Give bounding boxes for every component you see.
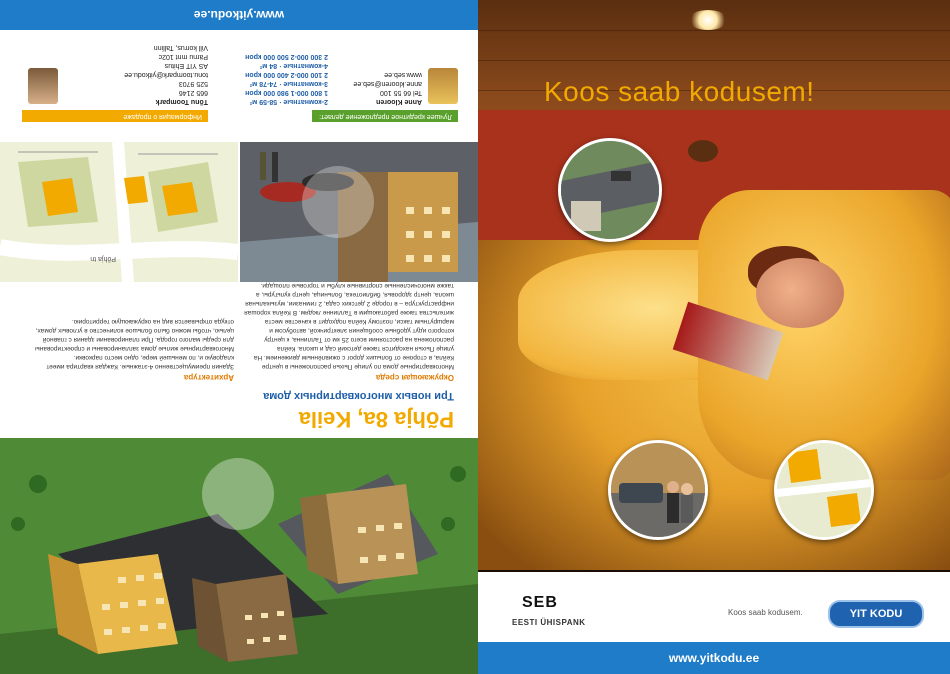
site-map <box>0 142 238 282</box>
street-illustration <box>240 142 478 282</box>
street-render <box>240 142 478 282</box>
text-column-left <box>244 281 454 386</box>
contact-company: AS YIT Ehitus <box>164 62 208 69</box>
price-row: 2-комнатные · 58-59 м² <box>249 98 328 105</box>
contact-phone: 525 9703 <box>178 80 208 87</box>
seb-bank-name: EESTI ÜHISPANK <box>512 618 586 627</box>
contact-web[interactable]: www.seb.ee <box>384 71 422 78</box>
contact-name: Anne Klooren <box>376 98 422 105</box>
inset-parking-photo <box>558 138 662 242</box>
price-row: 2 100 000-2 400 000 крон <box>245 71 328 78</box>
price-row: 4-комнатные · 84 м² <box>259 62 328 69</box>
seb-logo: SEB <box>522 594 558 611</box>
contact-address: Pärnu mnt 102c <box>158 53 208 60</box>
section-heading: Архитектура <box>183 373 234 382</box>
avatar <box>428 68 458 104</box>
headline: Koos saab kodusem! <box>544 76 815 107</box>
price-row: 2 300 000-2 500 000 крон <box>245 53 328 60</box>
yit-contact <box>124 43 208 106</box>
contact-phone: Tel 66 55 100 <box>379 89 422 96</box>
inset-couple-photo <box>608 440 708 540</box>
sleeper-face <box>756 258 844 328</box>
render-illustration <box>0 438 478 674</box>
price-row: 1 800 000-1 980 000 крон <box>245 89 328 96</box>
price-list <box>245 52 328 106</box>
contact-email[interactable]: tonu.toompark@yitkodu.ee <box>124 71 208 78</box>
project-title: Põhja 8a, Keila <box>298 407 454 432</box>
contact-name: Tõnu Toompark <box>155 98 208 105</box>
sales-info-band: Информация о продаже <box>22 110 208 122</box>
lamp-icon <box>688 10 728 30</box>
site-map-illustration <box>0 142 238 282</box>
footer-url[interactable]: www.yitkodu.ee <box>478 642 950 674</box>
tagline: Koos saab kodusem. <box>728 608 803 617</box>
logo-strip <box>478 572 950 642</box>
seb-contact <box>353 70 422 106</box>
avatar <box>28 68 58 104</box>
street-label: Põhja tn <box>90 255 116 262</box>
right-page <box>478 0 950 674</box>
contact-email[interactable]: anne.klooren@seb.ee <box>353 80 422 87</box>
contact-address: Vill korrus, Tallinn <box>153 44 208 51</box>
price-row: 3-комнатные · 74-78 м² <box>249 80 328 87</box>
section-heading: Окружающая среда <box>375 373 454 382</box>
section-body: Здания преимущественно 4-этажные. Каждая квартира имеет кладовую и, по меньшей мере, одно место парковки. Многоквартирные жилые дома запланированы и спроектированы для среды малого города. При планировании здания с главной целью, чтобы можно было большое количество в угловых домах, откуда открывается вид на окружающую территорию. <box>35 318 234 370</box>
project-subtitle: Три новых многоквартирных дома <box>263 390 454 402</box>
section-body: Многоквартирные дома по улице Пыхья расположены в центре Кейла, в стороне от больших дорог с оживлённым движением. На улице Пыхья находится также детский сад и школа. Кейла расположена на расстоянии всего 25 км от Таллинна, к центру которого идут удобные сообщения электричкой, автобусом и маршрутным такси, поэтому Кейла подходит в качестве места жительства также работающим в Таллинне людям. В Кейла хорошая инфраструктура – в городе 2 детских сада, 2 гимназии, музыкальная школа, центр здоровья, библиотека, больница, центр культуры, а также многочисленные спортивные клубы и торговые площади. <box>244 282 454 370</box>
footer-url[interactable]: www.yitkodu.ee <box>0 0 478 30</box>
credit-band: Лучшее кредитное предложение делает: <box>312 110 458 122</box>
contact-phone: 665 2146 <box>178 89 208 96</box>
buildings-render <box>0 438 478 674</box>
headboard-cutout <box>688 140 718 162</box>
inset-site-map <box>774 440 874 540</box>
yit-kodu-logo: YIT KODU <box>828 600 924 628</box>
text-column-right <box>24 317 234 386</box>
